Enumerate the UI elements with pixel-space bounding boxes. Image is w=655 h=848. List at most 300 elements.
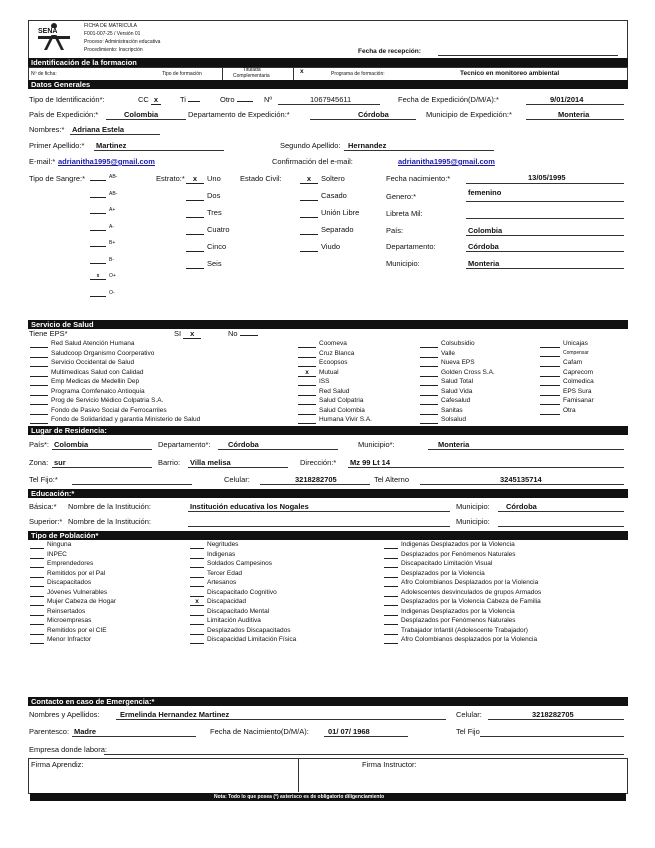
poblacion-option-label: Remitidos por el Pal <box>47 569 106 577</box>
eps-option[interactable] <box>298 397 363 405</box>
apellido1-line <box>94 150 224 151</box>
eps-option-checkbox <box>30 350 48 358</box>
poblacion-option[interactable] <box>30 579 91 587</box>
poblacion-option[interactable] <box>190 627 290 635</box>
mun-exp-label: Municipio de Expedición:* <box>426 110 512 119</box>
sangre-option[interactable] <box>90 240 115 247</box>
eps-option-label: Salud Total <box>441 378 474 385</box>
dir-value[interactable]: Mz 99 Lt 14 <box>350 458 391 467</box>
enrollment-form <box>28 20 628 810</box>
poblacion-option-label: Soldados Campesinos <box>207 560 273 567</box>
cc-option[interactable] <box>138 95 161 105</box>
eps-option[interactable] <box>540 369 593 377</box>
basica-inst-value[interactable]: Institución educativa los Nogales <box>190 502 309 511</box>
otro-label: Otro <box>220 95 235 104</box>
sangre-option-checkbox <box>90 174 106 181</box>
em-nac-value[interactable]: 01/ 07/ 1968 <box>328 727 370 736</box>
eps-option-checkbox <box>298 350 316 358</box>
basica-mun-label: Municipio: <box>456 502 490 511</box>
em-nombre-value[interactable]: Ermelinda Hernandez Martinez <box>120 710 230 719</box>
pais-exp-value[interactable]: Colombia <box>124 110 159 119</box>
mun-line <box>466 268 624 269</box>
sangre-option[interactable] <box>90 207 115 214</box>
eps-option[interactable] <box>30 359 134 367</box>
civil-option[interactable] <box>300 208 359 218</box>
eps-option-label: Sanitas <box>441 406 463 414</box>
poblacion-option[interactable] <box>30 617 91 625</box>
superior-inst-field[interactable] <box>188 526 450 527</box>
cel-label: Celular: <box>224 475 250 484</box>
poblacion-option[interactable] <box>190 617 261 625</box>
poblacion-option-checkbox <box>190 579 204 587</box>
res-mun-value[interactable]: Monteria <box>438 440 470 449</box>
parentesco-line <box>72 736 196 737</box>
poblacion-option[interactable] <box>30 598 116 606</box>
eps-option[interactable] <box>298 340 347 348</box>
res-depto-line <box>218 449 338 450</box>
poblacion-option-label: Negritudes <box>207 541 239 548</box>
apellido1-value[interactable]: Martinez <box>96 141 127 150</box>
estrato-option[interactable] <box>186 174 221 184</box>
alt-value[interactable]: 3245135714 <box>500 475 542 484</box>
civil-option-label: Unión Libre <box>321 208 360 217</box>
poblacion-option-checkbox <box>190 608 204 616</box>
poblacion-option[interactable] <box>384 617 516 625</box>
eps-option[interactable] <box>420 407 463 415</box>
poblacion-option-label: Microempresas <box>47 617 92 624</box>
no-label: No <box>228 329 238 338</box>
eps-option-checkbox <box>540 359 560 367</box>
numero-label: Nº <box>264 95 273 104</box>
eps-option-checkbox <box>298 407 316 415</box>
superior-inst-label: Nombre de la Institución: <box>68 517 151 526</box>
barrio-value[interactable]: Villa melisa <box>190 458 231 467</box>
alt-line <box>420 484 624 485</box>
sangre-label: Tipo de Sangre:* <box>29 174 86 183</box>
eps-option-label: Solsalud <box>441 416 466 423</box>
poblacion-option[interactable] <box>30 627 107 635</box>
nacimiento-label: Fecha nacimiento:* <box>386 174 451 183</box>
em-cel-line <box>488 719 624 720</box>
sangre-option-checkbox: x <box>90 273 106 280</box>
eps-si-option[interactable] <box>174 329 201 339</box>
nacimiento-value[interactable]: 13/05/1995 <box>528 173 566 182</box>
eps-option[interactable] <box>30 416 200 424</box>
sangre-option-label: B+ <box>109 240 116 246</box>
eps-option-label: Salud Colpatria <box>319 397 364 404</box>
res-pais-label: País*: <box>29 440 50 449</box>
poblacion-option-label: Afro Colombianos desplazados por la Violencia <box>401 636 538 643</box>
eps-option[interactable] <box>298 359 348 367</box>
superior-mun-field[interactable] <box>498 526 624 527</box>
eps-option[interactable] <box>420 369 495 377</box>
civil-option-checkbox: x <box>300 174 318 184</box>
sangre-option-checkbox <box>90 224 106 231</box>
eps-option[interactable] <box>420 416 466 424</box>
eps-option-label: Mutual <box>319 368 339 376</box>
sangre-option-label: O+ <box>109 273 116 279</box>
mun-exp-line <box>526 119 624 120</box>
poblacion-option-checkbox <box>190 570 204 578</box>
poblacion-option[interactable] <box>384 608 515 616</box>
complementaria-option[interactable]: Complementaria <box>233 73 270 79</box>
eps-option-label: Prog de Servicio Médico Colpatria S.A. <box>51 397 164 404</box>
depto-line <box>466 251 624 252</box>
poblacion-option-checkbox <box>30 608 44 616</box>
eps-option[interactable] <box>30 407 167 415</box>
eps-option[interactable] <box>298 388 349 396</box>
procedure-label: Procedimiento: Inscripción <box>84 47 143 53</box>
estrato-option-label: Seis <box>207 259 222 268</box>
poblacion-option-checkbox <box>384 579 398 587</box>
eps-option[interactable] <box>298 350 354 358</box>
eps-option-checkbox <box>30 340 48 348</box>
zona-value[interactable]: sur <box>54 458 66 467</box>
civil-label: Estado Civil: <box>240 174 282 183</box>
estrato-option-label: Cinco <box>207 242 227 251</box>
otro-option[interactable] <box>220 95 253 104</box>
estrato-option[interactable] <box>186 191 220 201</box>
eps-option-label: Emp Medicas de Medellin Dep <box>51 378 140 385</box>
poblacion-option[interactable] <box>190 541 238 549</box>
poblacion-option-label: Artesanos <box>207 579 237 586</box>
eps-option-label: EPS Sura <box>563 387 592 395</box>
civil-option[interactable] <box>300 225 354 235</box>
poblacion-option[interactable] <box>384 570 485 578</box>
eps-option-checkbox <box>30 388 48 396</box>
apellido2-value[interactable]: Hernandez <box>348 141 387 150</box>
poblacion-option-checkbox <box>190 560 204 568</box>
zona-line <box>52 467 152 468</box>
eps-option-label: Golden Cross S.A. <box>441 368 495 376</box>
estrato-option-checkbox <box>186 259 204 269</box>
eps-option-label: Red Salud Atención Humana <box>51 340 135 347</box>
sangre-option-checkbox <box>90 257 106 264</box>
eps-label: Tiene EPS* <box>29 329 68 338</box>
otro-blank <box>237 101 253 102</box>
depto-exp-label: Departamento de Expedición:* <box>188 110 290 119</box>
eps-option-checkbox <box>30 407 48 415</box>
eps-option-checkbox: x <box>298 369 316 377</box>
eps-option[interactable] <box>540 350 589 357</box>
poblacion-option[interactable] <box>30 560 93 568</box>
eps-no-option[interactable] <box>228 329 258 338</box>
em-cel-label: Celular: <box>456 710 482 719</box>
form-code: F001-007-25 / Versión 01 <box>84 31 141 37</box>
eps-option-checkbox <box>540 388 560 396</box>
poblacion-option-checkbox <box>384 598 398 606</box>
poblacion-option[interactable] <box>190 570 242 578</box>
eps-option[interactable] <box>30 388 145 396</box>
sangre-option-checkbox <box>90 240 106 247</box>
estrato-option-checkbox <box>186 225 204 235</box>
poblacion-option[interactable] <box>190 589 277 597</box>
eps-option[interactable] <box>540 407 576 415</box>
poblacion-option[interactable] <box>384 560 492 568</box>
eps-option-label: Nueva EPS <box>441 359 475 366</box>
res-pais-line <box>52 449 152 450</box>
res-mun-label: Municipio*: <box>358 440 395 449</box>
eps-option[interactable] <box>30 340 134 348</box>
poblacion-option-label: Discapacitados <box>47 579 92 586</box>
poblacion-option[interactable] <box>190 551 235 559</box>
eps-option-label: Saludcoop Organismo Coorperativo <box>51 349 155 357</box>
civil-option[interactable] <box>300 242 340 252</box>
eps-option-label: Fondo de Solidaridad y garantia Ministerio de Salud <box>51 416 201 423</box>
eps-option-label: Salud Vida <box>441 387 473 395</box>
estrato-option[interactable] <box>186 225 230 235</box>
eps-option-label: Cafesalud <box>441 397 471 404</box>
programa-value[interactable]: Tecnico en monitoreo ambiental <box>460 70 560 77</box>
estrato-option-checkbox <box>186 191 204 201</box>
pais-exp-line <box>106 119 186 120</box>
eps-option-checkbox <box>420 359 438 367</box>
eps-option-label: Compensar <box>563 349 589 356</box>
basica-inst-label: Nombre de la Institución: <box>68 502 151 511</box>
section-datos-generales: Datos Generales <box>28 80 628 89</box>
section-educacion: Educación:* <box>28 489 628 498</box>
empresa-label: Empresa donde labora: <box>29 745 107 754</box>
poblacion-option-checkbox <box>384 636 398 644</box>
eps-option[interactable] <box>540 397 594 405</box>
eps-option[interactable] <box>298 407 365 415</box>
firma-instructor-label: Firma Instructor: <box>362 760 417 769</box>
poblacion-option[interactable] <box>384 598 541 606</box>
poblacion-option-checkbox <box>384 617 398 625</box>
dir-line <box>348 467 624 468</box>
civil-option[interactable] <box>300 191 347 201</box>
eps-option[interactable] <box>540 359 582 367</box>
em-tel-label: Tel Fijo <box>456 727 480 736</box>
cel-value[interactable]: 3218282705 <box>295 475 337 484</box>
estrato-option[interactable] <box>186 208 222 218</box>
poblacion-option-checkbox <box>384 560 398 568</box>
genero-line <box>466 201 624 202</box>
eps-option[interactable] <box>420 350 455 358</box>
poblacion-option-label: Mujer Cabeza de Hogar <box>47 598 117 605</box>
eps-option[interactable] <box>30 397 163 405</box>
superior-mun-label: Municipio: <box>456 517 490 526</box>
tipo-formacion-label: Tipo de formación <box>162 71 202 77</box>
email-value[interactable]: adrianitha1995@gmail.com <box>58 157 155 166</box>
sangre-option-label: O- <box>109 289 115 296</box>
email-conf-value[interactable]: adrianitha1995@gmail.com <box>398 157 495 166</box>
numero-value[interactable]: 1067945611 <box>310 95 352 104</box>
eps-option[interactable] <box>298 416 372 424</box>
depto-exp-value[interactable]: Córdoba <box>358 110 389 119</box>
programa-label: Programa de formación: <box>331 71 385 77</box>
empresa-field[interactable] <box>104 754 624 755</box>
eps-option[interactable] <box>540 378 594 386</box>
libreta-field[interactable] <box>466 218 624 219</box>
poblacion-option[interactable] <box>190 579 236 587</box>
genero-value[interactable]: femenino <box>468 188 502 197</box>
nacimiento-line <box>466 183 624 184</box>
fecha-exp-value[interactable]: 9/01/2014 <box>550 95 584 104</box>
eps-option[interactable] <box>540 340 588 348</box>
poblacion-option[interactable] <box>384 627 528 635</box>
poblacion-option[interactable] <box>384 551 516 559</box>
eps-option-checkbox <box>298 397 316 405</box>
em-nombre-line <box>116 719 446 720</box>
estrato-option[interactable] <box>186 259 222 269</box>
pais-line <box>466 235 624 236</box>
eps-option[interactable] <box>540 388 592 396</box>
eps-option-checkbox <box>30 416 48 424</box>
mun-exp-value[interactable]: Monteria <box>558 110 590 119</box>
res-pais-value[interactable]: Colombia <box>54 440 89 449</box>
estrato-option-label: Dos <box>207 191 221 200</box>
poblacion-option-label: Afro Colombianos Desplazados por la Violencia <box>401 579 539 586</box>
eps-option-checkbox <box>298 388 316 396</box>
libreta-label: Libreta Mil: <box>386 209 423 218</box>
poblacion-option[interactable] <box>30 589 107 597</box>
pais-value[interactable]: Colombia <box>468 226 503 235</box>
ti-blank <box>188 101 200 102</box>
eps-option-label: Servicio Occidental de Salud <box>51 359 135 366</box>
poblacion-option[interactable] <box>384 589 541 597</box>
reception-date-field[interactable] <box>438 55 618 56</box>
sangre-option-label: B- <box>109 256 114 263</box>
civil-option[interactable] <box>300 174 345 184</box>
eps-option-checkbox <box>420 340 438 348</box>
eps-option-checkbox <box>298 359 316 367</box>
pais-exp-label: País de Expedición:* <box>29 110 99 119</box>
alt-label: Tel Alterno <box>374 475 410 484</box>
barrio-line <box>188 467 288 468</box>
poblacion-option-label: Desplazados por Fenómenos Naturales <box>401 550 516 558</box>
depto-exp-line <box>310 119 416 120</box>
poblacion-option-checkbox <box>190 541 204 549</box>
firma-divider <box>298 758 299 792</box>
fecha-exp-label: Fecha de Expedición(D/M/A):* <box>398 95 499 104</box>
poblacion-option[interactable] <box>384 636 537 644</box>
eps-option-checkbox <box>540 350 560 357</box>
depto-label: Departamento: <box>386 242 436 251</box>
sangre-option[interactable] <box>90 224 114 231</box>
em-tel-field[interactable] <box>480 736 624 737</box>
nombres-value[interactable]: Adriana Estela <box>72 125 125 134</box>
poblacion-option-checkbox <box>384 589 398 597</box>
civil-option-checkbox <box>300 242 318 252</box>
tel-fijo-label: Tel Fijo:* <box>29 475 58 484</box>
eps-option[interactable] <box>420 397 470 405</box>
poblacion-option[interactable] <box>384 541 515 549</box>
poblacion-option-label: Discapacitado Mental <box>207 607 270 615</box>
poblacion-option-label: Discapacidad <box>207 598 247 605</box>
eps-option[interactable] <box>420 340 475 348</box>
eps-option[interactable] <box>420 359 475 367</box>
poblacion-option[interactable] <box>30 551 67 559</box>
poblacion-option-label: Indigenas Desplazados por la Violencia <box>401 541 515 548</box>
sangre-option-checkbox <box>90 207 106 214</box>
parentesco-value[interactable]: Madre <box>74 727 97 736</box>
ti-option[interactable] <box>180 95 200 104</box>
section-salud: Servicio de Salud <box>28 320 628 329</box>
em-cel-value[interactable]: 3218282705 <box>532 710 574 719</box>
eps-option[interactable] <box>30 350 154 358</box>
poblacion-option-label: Jóvenes Vulnerables <box>47 588 108 596</box>
poblacion-option[interactable] <box>30 608 85 616</box>
poblacion-option[interactable] <box>190 598 246 606</box>
poblacion-option-label: Desplazados Discapacitados <box>207 626 291 634</box>
em-nac-label: Fecha de Nacimiento(D/M/A): <box>210 727 309 736</box>
section-identificacion: Identificación de la formacion <box>28 58 628 67</box>
eps-option-checkbox <box>30 359 48 367</box>
poblacion-option[interactable] <box>384 579 538 587</box>
poblacion-option[interactable] <box>30 636 91 644</box>
eps-option[interactable] <box>298 378 329 386</box>
numero-line <box>278 104 380 105</box>
eps-option[interactable] <box>30 369 144 377</box>
eps-option[interactable] <box>420 388 472 396</box>
poblacion-option-checkbox <box>190 589 204 597</box>
mun-value[interactable]: Monteria <box>468 259 500 268</box>
titulada-option[interactable]: Titulada <box>243 67 261 73</box>
eps-option-checkbox <box>420 397 438 405</box>
poblacion-option[interactable] <box>30 570 105 578</box>
eps-option-checkbox <box>420 350 438 358</box>
sangre-option[interactable] <box>90 257 114 264</box>
sangre-option[interactable] <box>90 191 117 198</box>
depto-value[interactable]: Córdoba <box>468 242 499 251</box>
poblacion-option-label: Remitidos por el CIE <box>47 626 107 634</box>
em-nombre-label: Nombres y Apellidos: <box>29 710 100 719</box>
basica-mun-line <box>498 511 624 512</box>
apellido2-line <box>344 150 494 151</box>
si-mark: x <box>183 329 201 339</box>
genero-label: Genero:* <box>386 192 417 201</box>
estrato-option[interactable] <box>186 242 226 252</box>
titulada-mark: x <box>300 68 304 75</box>
em-nac-line <box>324 736 408 737</box>
eps-option-label: Ecoopsos <box>319 359 348 366</box>
eps-option[interactable] <box>30 378 139 386</box>
eps-option-checkbox <box>540 407 560 415</box>
sangre-option[interactable] <box>90 290 115 297</box>
poblacion-option[interactable] <box>190 636 296 644</box>
tel-fijo-field[interactable] <box>72 484 192 485</box>
poblacion-option-checkbox <box>30 617 44 625</box>
res-depto-value[interactable]: Córdoba <box>228 440 259 449</box>
zona-label: Zona: <box>29 458 49 467</box>
civil-option-checkbox <box>300 208 318 218</box>
eps-option[interactable] <box>298 369 339 377</box>
poblacion-option-checkbox <box>384 541 398 549</box>
form-title: FICHA DE MATRICULA <box>84 23 137 29</box>
sangre-option[interactable] <box>90 273 116 280</box>
eps-option-checkbox <box>540 397 560 405</box>
eps-option-label: Multimedicas Salud con Calidad <box>51 368 144 376</box>
sangre-option-label: A+ <box>109 207 116 213</box>
email-conf-label: Confirmación del e-mail: <box>272 157 353 166</box>
nombres-label: Nombres:* <box>29 125 65 134</box>
poblacion-option[interactable] <box>190 608 269 616</box>
poblacion-option-checkbox <box>30 560 44 568</box>
basica-mun-value[interactable]: Córdoba <box>506 502 537 511</box>
eps-option[interactable] <box>420 378 473 386</box>
poblacion-option-checkbox <box>384 551 398 559</box>
eps-option-label: Red Salud <box>319 387 350 395</box>
firma-aprendiz-label: Firma Aprendiz: <box>31 760 84 769</box>
poblacion-option[interactable] <box>30 541 71 549</box>
poblacion-option-checkbox <box>384 627 398 635</box>
process-label: Proceso: Administración educativa <box>84 39 161 45</box>
estrato-label: Estrato:* <box>156 174 185 183</box>
sangre-option[interactable] <box>90 174 117 181</box>
poblacion-option[interactable] <box>190 560 272 568</box>
si-label: SI <box>174 329 182 338</box>
